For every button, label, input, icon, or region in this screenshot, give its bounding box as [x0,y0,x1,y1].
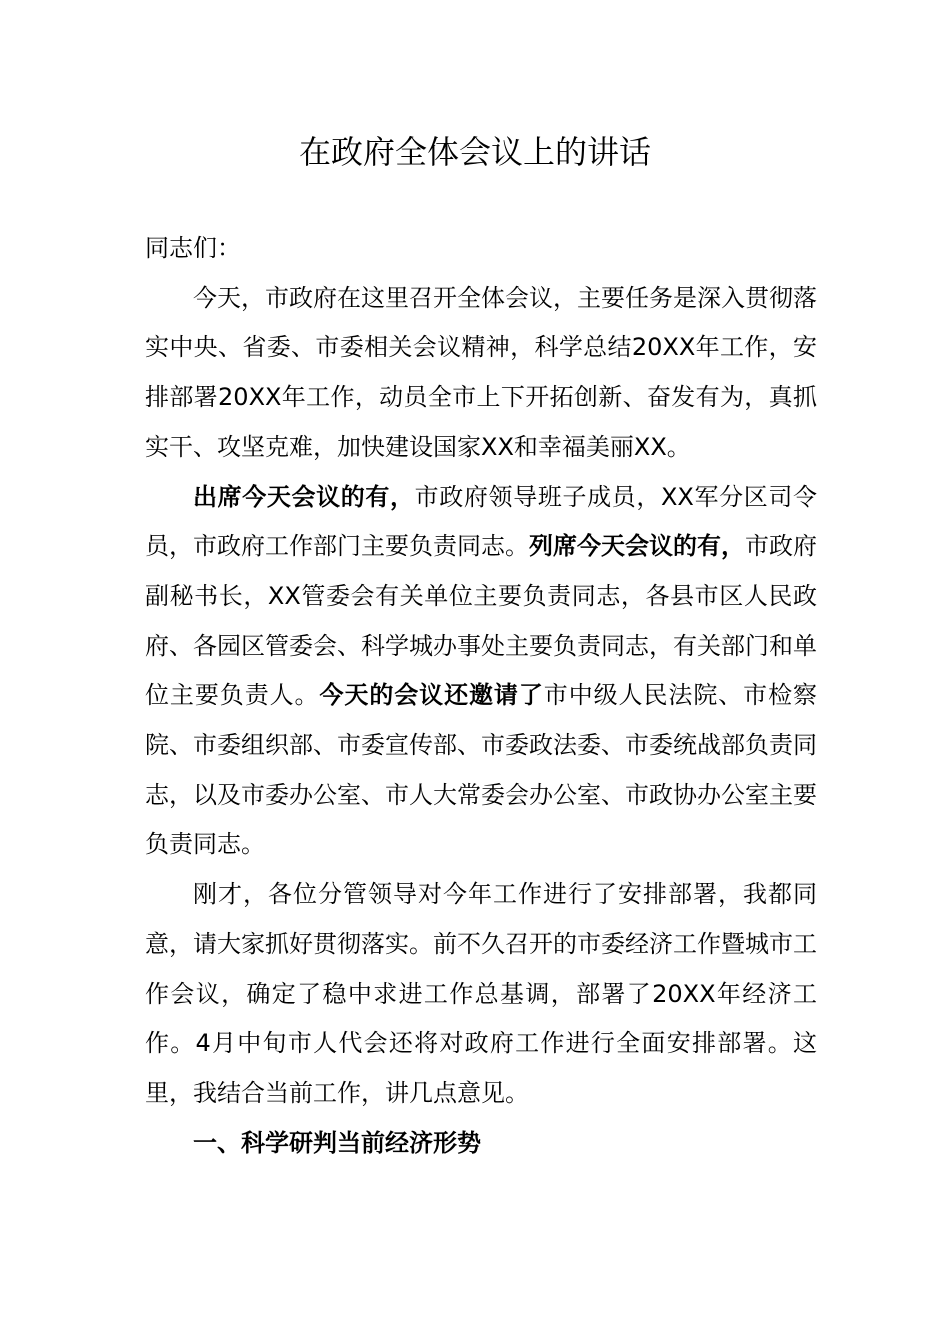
observers-label: 列席今天会议的有， [529,532,745,561]
intro-paragraph: 今天，市政府在这里召开全体会议，主要任务是深入贯彻落实中央、省委、市委相关会议精神，科学总结20XX年工作，安排部署20XX年工作，动员全市上下开拓创新、奋发有为，真抓实干、攻坚克难，加快建设国家XX和幸福美丽XX。 [145,283,817,461]
invitees-label: 今天的会议还邀请了 [319,681,544,710]
document-body [145,224,817,1168]
observers-text: 市政府副秘书长，XX管委会有关单位主要负责同志，各县市区人民政府、各园区管委会、科学城办事处主要负责同志，有关部门和单位主要负责人。 [145,532,817,710]
arrangement-paragraph: 刚才，各位分管领导对今年工作进行了安排部署，我都同意，请大家抓好贯彻落实。前不久召开的市委经济工作暨城市工作会议，确定了稳中求进工作总基调，部署了20XX年经济工作。4月中旬市人代会还将对政府工作进行全面安排部署。这里，我结合当前工作，讲几点意见。 [145,880,817,1107]
section-heading-1: 一、科学研判当前经济形势 [193,1128,481,1157]
attendees-paragraph [145,473,817,871]
attendees-text: 市政府领导班子成员，XX军分区司令员，市政府工作部门主要负责同志。 [145,482,817,561]
greeting-paragraph: 同志们： [145,234,241,262]
document-title: 在政府全体会议上的讲话 [298,133,651,171]
invitees-text: 市中级人民法院、市检察院、市委组织部、市委宣传部、市委政法委、市委统战部负责同志，以及市委办公室、市人大常委会办公室、市政协办公室主要负责同志。 [145,681,818,859]
attendees-label: 出席今天会议的有， [193,482,415,511]
